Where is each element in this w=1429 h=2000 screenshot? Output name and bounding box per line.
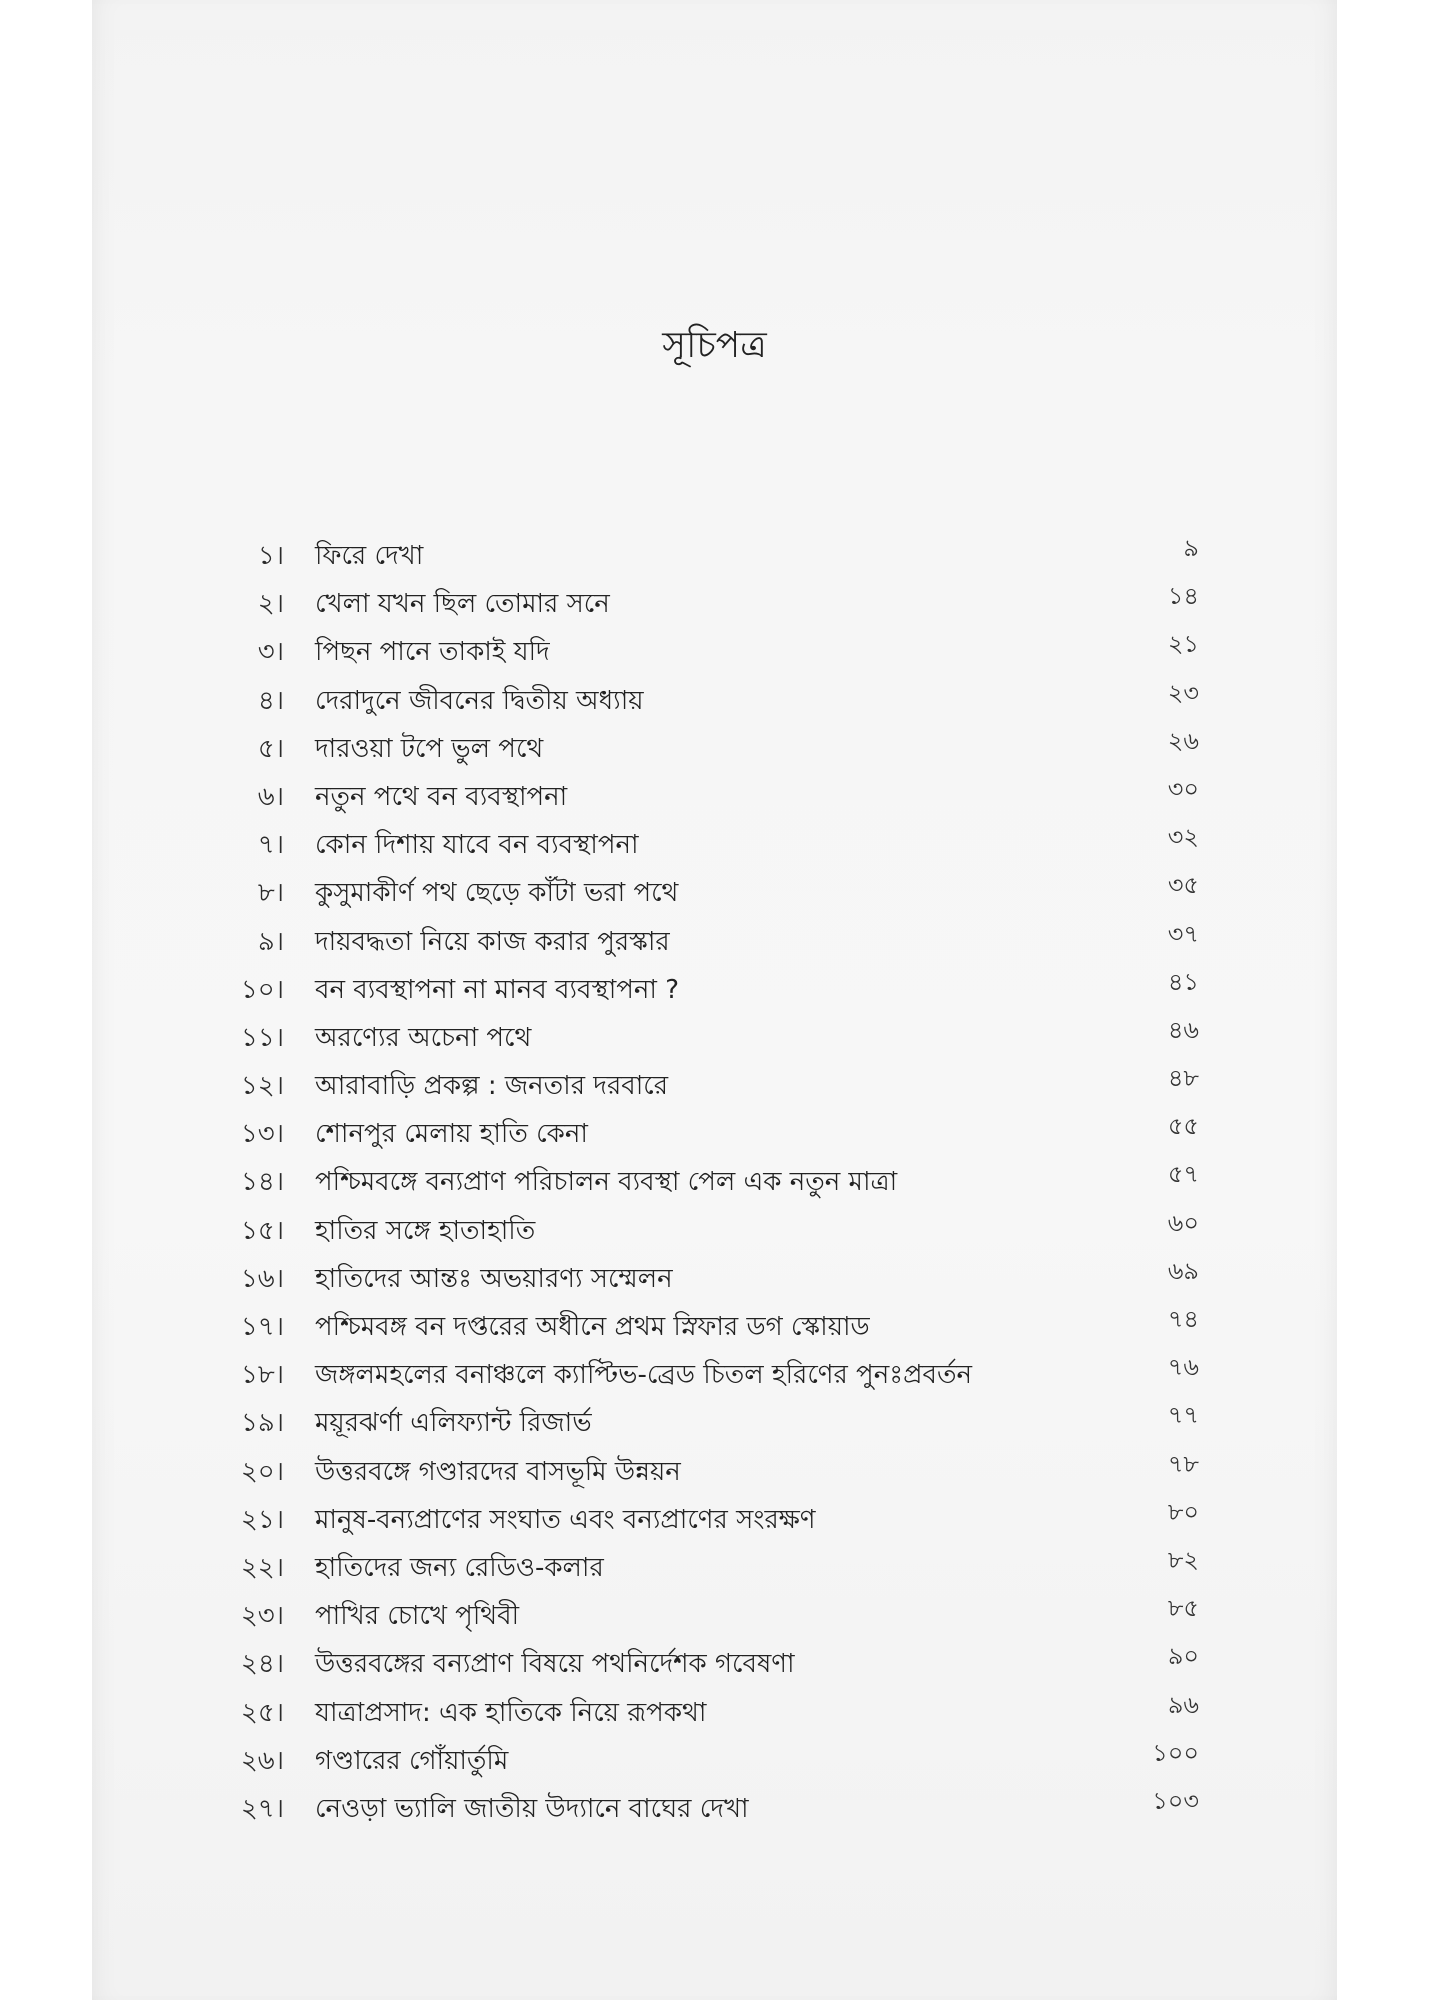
toc-entry [0,584,1429,632]
toc-entry [0,1066,1429,1114]
toc-entry [0,632,1429,680]
toc-entry [0,873,1429,921]
toc-entry [0,726,1429,777]
page-number: ৯৬ [1167,1690,1199,1719]
chapter-number: ১০। [240,974,284,1005]
toc-entry [0,825,1429,873]
toc-entry [0,1786,1429,1837]
chapter-title: খেলা যখন ছিল তোমার সনে [315,589,610,620]
chapter-title: আরাবাড়ি প্রকল্প : জনতার দরবারে [315,1071,669,1102]
toc-entry [0,967,1429,1018]
toc-entry [0,1162,1429,1210]
chapter-title: দারওয়া টপে ভুল পথে [315,733,544,764]
chapter-number: ৬। [257,781,284,812]
chapter-number: ২২। [240,1552,284,1583]
toc-entry [0,1307,1429,1355]
chapter-number: ১২। [240,1071,284,1102]
chapter-title: উত্তরবঙ্গে গণ্ডারদের বাসভূমি উন্নয়ন [315,1456,681,1487]
chapter-number: ২৩। [240,1601,284,1632]
page-number: ২৩ [1167,678,1199,707]
page-number: ৩৫ [1167,871,1199,900]
chapter-number: ২৭। [240,1793,284,1824]
chapter-title: শোনপুর মেলায় হাতি কেনা [315,1119,588,1150]
page-number: ৯০ [1167,1642,1199,1671]
chapter-number: ২৫। [240,1697,284,1728]
page-number: ৮০ [1167,1497,1199,1526]
chapter-title: দেরাদুনে জীবনের দ্বিতীয় অধ্যায় [315,685,644,716]
chapter-title: পশ্চিমবঙ্গে বন্যপ্রাণ পরিচালন ব্যবস্থা পেল এক নতুন মাত্রা [315,1167,898,1198]
page-title: সূচিপত্র [662,325,767,366]
chapter-number: ১৬। [240,1263,284,1294]
chapter-title: অরণ্যের অচেনা পথে [315,1022,532,1053]
chapter-number: ২০। [240,1456,284,1487]
page-number: ৫৫ [1167,1112,1199,1141]
chapter-number: ১৯। [240,1408,284,1439]
toc-entry [0,1497,1429,1548]
toc-entry [0,536,1429,584]
chapter-number: ১৮। [240,1360,284,1391]
toc-entry [0,1403,1429,1451]
page-number: ৪৮ [1167,1064,1199,1093]
chapter-title: পশ্চিমবঙ্গ বন দপ্তরের অধীনে প্রথম স্নিফার ডগ স্কোয়াড [315,1312,870,1342]
page-number: ৬৯ [1167,1256,1199,1285]
toc-entry [0,774,1429,825]
chapter-number: ৮। [257,878,284,909]
toc-entry [0,919,1429,970]
chapter-number: ৪। [257,685,284,716]
chapter-number: ১৭। [240,1312,284,1342]
chapter-number: ১১। [240,1022,284,1053]
chapter-title: দায়বদ্ধতা নিয়ে কাজ করার পুরস্কার [315,926,670,957]
chapter-title: কোন দিশায় যাবে বন ব্যবস্থাপনা [315,830,639,861]
page-number: ৩০ [1167,774,1199,803]
toc-entry [0,1596,1429,1644]
chapter-title: নেওড়া ভ্যালি জাতীয় উদ্যানে বাঘের দেখা [315,1793,749,1824]
table-of-contents [0,536,1429,1837]
chapter-number: ১। [257,541,284,571]
page-number: ১০৩ [1152,1786,1199,1815]
toc-entry [0,1690,1429,1741]
chapter-title: পাখির চোখে পৃথিবী [315,1601,520,1632]
page-number: ৩৭ [1167,919,1199,948]
chapter-title: জঙ্গলমহলের বনাঞ্চলে ক্যাপ্টিভ-ব্রেড চিতল হরিণের পুনঃপ্রবর্তন [315,1360,972,1391]
toc-entry [0,1015,1429,1066]
chapter-number: ৩। [257,637,284,668]
toc-entry [0,1644,1429,1692]
chapter-title: হাতির সঙ্গে হাতাহাতি [315,1215,536,1246]
chapter-title: হাতিদের জন্য রেডিও-কলার [315,1552,604,1583]
page-number: ২৬ [1167,726,1199,755]
page-number: ৭৭ [1167,1401,1199,1430]
page-number: ৩২ [1167,823,1199,852]
chapter-title: বন ব্যবস্থাপনা না মানব ব্যবস্থাপনা ? [315,974,680,1005]
chapter-number: ১৪। [240,1167,284,1198]
toc-entry [0,1114,1429,1162]
chapter-title: মানুষ-বন্যপ্রাণের সংঘাত এবং বন্যপ্রাণের সংরক্ষণ [315,1504,816,1535]
chapter-number: ২৬। [240,1745,284,1776]
page-number: ৬০ [1167,1208,1199,1237]
page-number: ২১ [1167,630,1199,659]
toc-entry [0,1449,1429,1500]
page-number: ৮২ [1167,1545,1199,1574]
toc-entry [0,1355,1429,1403]
toc-entry [0,1545,1429,1596]
chapter-number: ২৪। [240,1649,284,1680]
toc-entry [0,1208,1429,1259]
toc-entry [0,1256,1429,1307]
toc-entry [0,678,1429,729]
page-number: ৪১ [1167,967,1199,996]
chapter-number: ৯। [257,926,284,957]
chapter-title: উত্তরবঙ্গের বন্যপ্রাণ বিষয়ে পথনির্দেশক গবেষণা [315,1649,795,1680]
page-number: ৭৮ [1167,1449,1199,1478]
toc-entry [0,1738,1429,1789]
chapter-title: হাতিদের আন্তঃ অভয়ারণ্য সম্মেলন [315,1263,673,1294]
page-number: ৭৪ [1167,1305,1199,1333]
page-number: ৪৬ [1167,1015,1199,1044]
page-number: ৫৭ [1167,1160,1199,1189]
chapter-title: নতুন পথে বন ব্যবস্থাপনা [315,781,568,812]
chapter-title: পিছন পানে তাকাই যদি [315,637,550,668]
chapter-number: ৫। [257,733,284,764]
chapter-title: ফিরে দেখা [315,541,424,571]
chapter-number: ২। [257,589,284,620]
chapter-number: ২১। [240,1504,284,1535]
page-number: ৭৬ [1167,1353,1199,1382]
page-number: ৯ [1183,534,1199,562]
chapter-title: ময়ূরঝর্ণা এলিফ্যান্ট রিজার্ভ [315,1408,592,1439]
chapter-title: যাত্রাপ্রসাদ: এক হাতিকে নিয়ে রূপকথা [315,1697,707,1728]
chapter-number: ৭। [257,830,284,861]
chapter-title: কুসুমাকীর্ণ পথ ছেড়ে কাঁটা ভরা পথে [315,878,679,909]
page-number: ১০০ [1152,1738,1199,1767]
chapter-number: ১৩। [240,1119,284,1150]
chapter-title: গণ্ডারের গোঁয়ার্তুমি [315,1745,509,1776]
page-number: ১৪ [1167,582,1199,611]
page-number: ৮৫ [1167,1594,1199,1623]
chapter-number: ১৫। [240,1215,284,1246]
